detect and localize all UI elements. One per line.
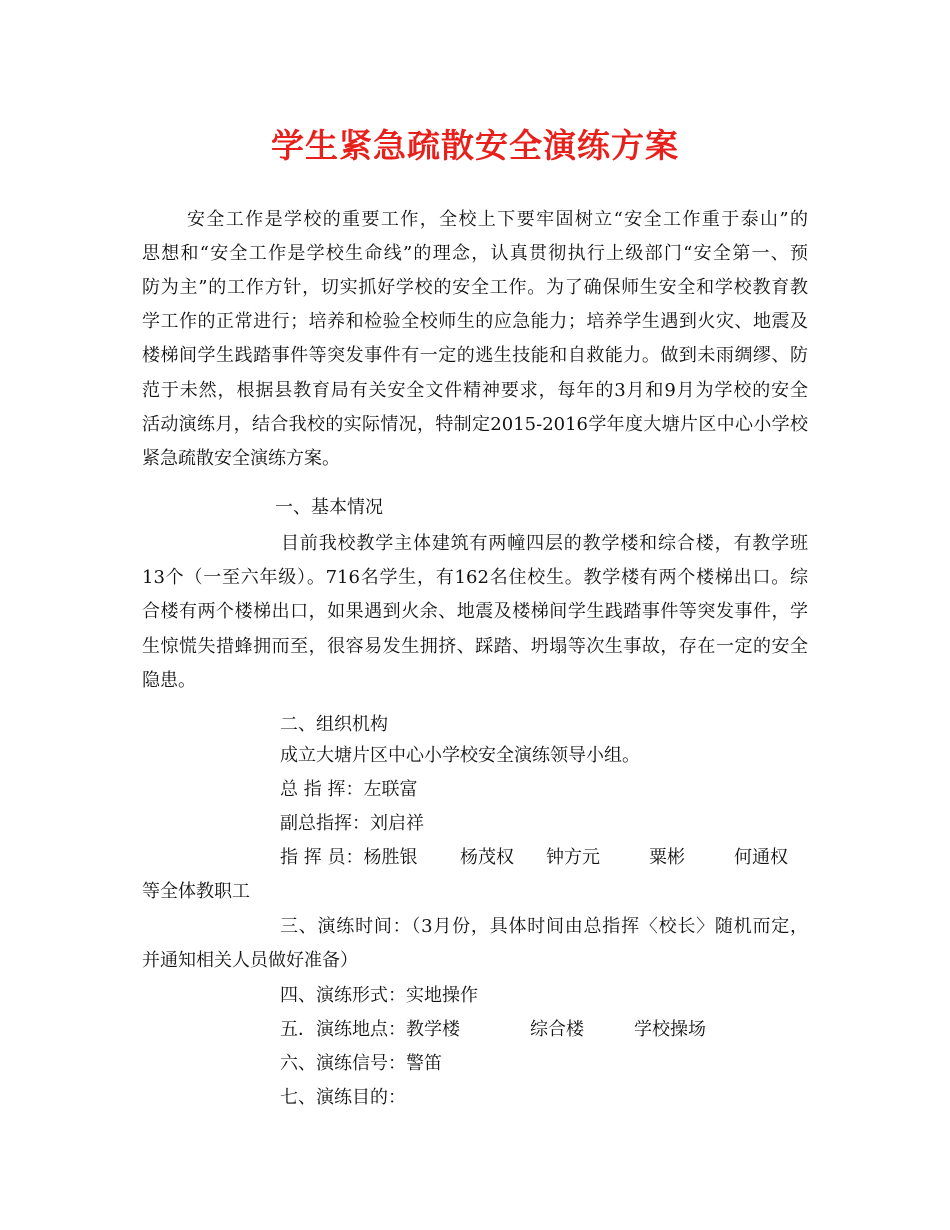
- drill-time-line: 并通知相关人员做好准备）: [142, 950, 358, 971]
- intro-line: 安全工作是学校的重要工作，全校上下要牢固树立“安全工作重于泰山”的: [187, 209, 808, 230]
- members-tail: 等全体教职工: [142, 881, 250, 902]
- members-label: 指 挥 员：杨胜银: [280, 847, 418, 868]
- basic-line: 合楼有两个楼梯出口，如果遇到火余、地震及楼梯间学生践踏事件等突发事件，学: [142, 601, 808, 622]
- intro-line: 紧急疏散安全演练方案。: [142, 448, 340, 469]
- basic-line: 生惊慌失措蜂拥而至，很容易发生拥挤、踩踏、坍塌等次生事故，存在一定的安全: [142, 636, 808, 657]
- intro-line: 范于未然，根据县教育局有关安全文件精神要求，每年的3月和9月为学校的安全: [142, 380, 808, 401]
- basic-line: 隐患。: [142, 670, 196, 691]
- member-name: 何通权: [734, 847, 788, 868]
- intro-line: 活动演练月，结合我校的实际情况，特制定2015-2016学年度大塘片区中心小学校: [142, 414, 808, 435]
- drill-location: 学校操场: [634, 1019, 706, 1040]
- intro-line: 学工作的正常进行；培养和检验全校师生的应急能力；培养学生遇到火灾、地震及: [142, 311, 808, 332]
- drill-form-line: 四、演练形式：实地操作: [280, 985, 478, 1006]
- intro-line: 楼梯间学生践踏事件等突发事件有一定的逃生技能和自救能力。做到未雨绸缪、防: [142, 345, 808, 366]
- drill-time-line: 三、演练时间：（3月份，具体时间由总指挥〈校长〉随机而定，: [280, 916, 808, 937]
- drill-signal-line: 六、演练信号：警笛: [280, 1053, 442, 1074]
- drill-location: 综合楼: [530, 1019, 584, 1040]
- intro-line: 思想和“安全工作是学校生命线”的理念，认真贯彻执行上级部门“安全第一、预: [142, 243, 808, 264]
- section-heading-org: 二、组织机构: [280, 714, 388, 735]
- intro-line: 防为主”的工作方针，切实抓好学校的安全工作。为了确保师生安全和学校教育教: [142, 277, 808, 298]
- commander-line: 总 指 挥：左联富: [280, 779, 418, 800]
- member-name: 杨茂权: [460, 847, 514, 868]
- basic-line: 目前我校教学主体建筑有两幢四层的教学楼和综合楼，有教学班: [281, 533, 808, 554]
- drill-location-label: 五．演练地点：教学楼: [280, 1019, 460, 1040]
- drill-purpose-heading: 七、演练目的：: [280, 1087, 406, 1108]
- vice-commander-line: 副总指挥：刘启祥: [280, 813, 424, 834]
- members-row: [0, 845, 950, 871]
- document-title: 学生紧急疏散安全演练方案: [271, 126, 679, 165]
- basic-line: 13个（一至六年级）。716名学生，有162名住校生。教学楼有两个楼梯出口。综: [142, 567, 808, 588]
- member-name: 粟彬: [649, 847, 685, 868]
- drill-location-row: [0, 1017, 950, 1043]
- org-intro: 成立大塘片区中心小学校安全演练领导小组。: [280, 745, 640, 766]
- member-name: 钟方元: [546, 847, 600, 868]
- section-heading-basic: 一、基本情况: [275, 497, 383, 518]
